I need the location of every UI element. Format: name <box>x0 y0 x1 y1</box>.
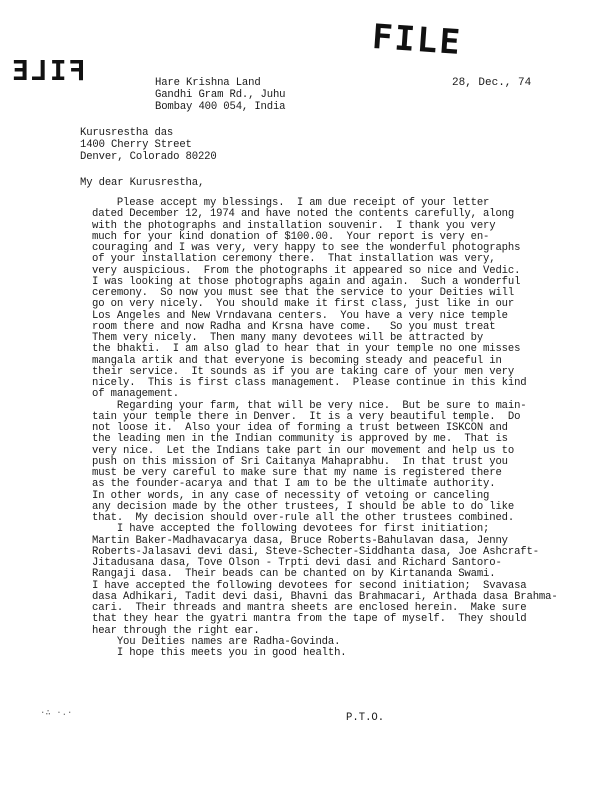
body-line: their service. It sounds as if you are taking care of your men very <box>92 365 515 378</box>
address-line: Hare Krishna Land <box>155 77 261 89</box>
body-line: Regarding your farm, that will be very nice. But be sure to main- <box>92 399 527 412</box>
body-line: tain your temple there in Denver. It is a very beautiful temple. Do <box>92 410 521 423</box>
body-line: I hope this meets you in good health. <box>92 647 347 659</box>
body-line: Los Angeles and New Vrndavana centers. You have a very nice temple <box>92 309 508 322</box>
body-line: nicely. This is first class management. Please continue in this kind <box>92 377 527 389</box>
body-line: I have accepted the following devotees for second initiation; Svavasa <box>92 579 527 592</box>
body-line: go on very nicely. You should make it first class, just like in our <box>92 298 515 311</box>
letter-date: 28, Dec., 74 <box>452 77 532 89</box>
body-line: as the founder-acarya and that I am to be the ultimate authority. <box>92 478 496 491</box>
body-line: push on this mission of Sri Caitanya Mahaprabhu. In that trust you <box>92 455 508 468</box>
body-line: very auspicious. From the photographs it appeared so nice and Vedic. <box>92 264 521 277</box>
salutation: My dear Kurusrestha, <box>80 177 205 189</box>
body-line: with the photographs and installation souvenir. I thank you very <box>92 219 496 232</box>
body-line: Rangaji dasa. Their beads can be chanted on by Kirtananda Swami. <box>92 568 496 581</box>
body-line: Martin Baker-Madhavacarya dasa, Bruce Roberts-Bahulavan dasa, Jenny <box>92 534 508 547</box>
body-line: I was looking at those photographs again and again. Such a wonderful <box>92 275 521 288</box>
pto-note: P.T.O. <box>346 712 385 724</box>
body-line: Roberts-Jalasavi devi dasi, Steve-Schecter-Siddhanta dasa, Joe Ashcraft- <box>92 545 539 558</box>
file-stamp-right: FILE <box>370 16 464 64</box>
body-line: Please accept my blessings. I am due receipt of your letter <box>92 197 490 209</box>
body-line: room there and now Radha and Krsna have come. So you must treat <box>92 320 496 333</box>
body-line: dasa Adhikari, Tadit devi dasi, Bhavni das Brahmacari, Arthada dasa Brahma- <box>92 590 558 603</box>
body-line: of your installation ceremony there. That installation was very, <box>92 253 496 266</box>
body-line: I have accepted the following devotees for first initiation; <box>92 523 490 536</box>
body-line: the leading men in the Indian community is approved by me. That is <box>92 433 508 446</box>
file-stamp-left: FILE <box>10 54 86 87</box>
body-line: that. My decision should over-rule all the other trustees combined. <box>92 512 515 524</box>
body-line: much for your kind donation of $100.00. Your report is very en- <box>92 230 490 243</box>
recipient-line: Kurusrestha das <box>80 127 174 139</box>
body-line: couraging and I was very, very happy to see the wonderful photographs <box>92 242 521 254</box>
body-line: of management. <box>92 388 179 401</box>
body-line: ceremony. So now you must see that the service to your Deities will <box>92 287 515 299</box>
recipient-line: Denver, Colorado 80220 <box>80 151 217 163</box>
address-line: Bombay 400 054, India <box>155 101 286 113</box>
body-line: Them very nicely. Then many many devotees will be attracted by <box>92 332 484 344</box>
body-line: very nice. Let the Indians take part in our movement and help us to <box>92 444 515 457</box>
body-line: Jitadusana dasa, Tove Olson - Trpti devi dasi and Richard Santoro- <box>92 557 502 569</box>
body-line: dated December 12, 1974 and have noted the contents carefully, along <box>92 208 515 221</box>
body-line: that they hear the gyatri mantra from the tape of myself. They should <box>92 613 527 626</box>
body-line: You Deities names are Radha-Govinda. <box>92 635 341 648</box>
body-line: hear through the right ear. <box>92 624 260 637</box>
handwritten-mark: ·∴ ·.· <box>40 708 73 718</box>
body-line: the bhakti. I am also glad to hear that in your temple no one misses <box>92 343 521 356</box>
body-line: cari. Their threads and mantra sheets are enclosed herein. Make sure <box>92 602 527 614</box>
body-line: any decision made by the other trustees, I should be able to do like <box>92 500 515 513</box>
recipient-line: 1400 Cherry Street <box>80 139 192 151</box>
body-line: must be very careful to make sure that my name is registered there <box>92 467 502 479</box>
body-line: In other words, in any case of necessity of vetoing or canceling <box>92 489 490 502</box>
address-line: Gandhi Gram Rd., Juhu <box>155 89 286 101</box>
body-line: not loose it. Also your idea of forming a trust between ISKCON and <box>92 422 508 434</box>
body-line: mangala artik and that everyone is becoming steady and peaceful in <box>92 354 502 367</box>
